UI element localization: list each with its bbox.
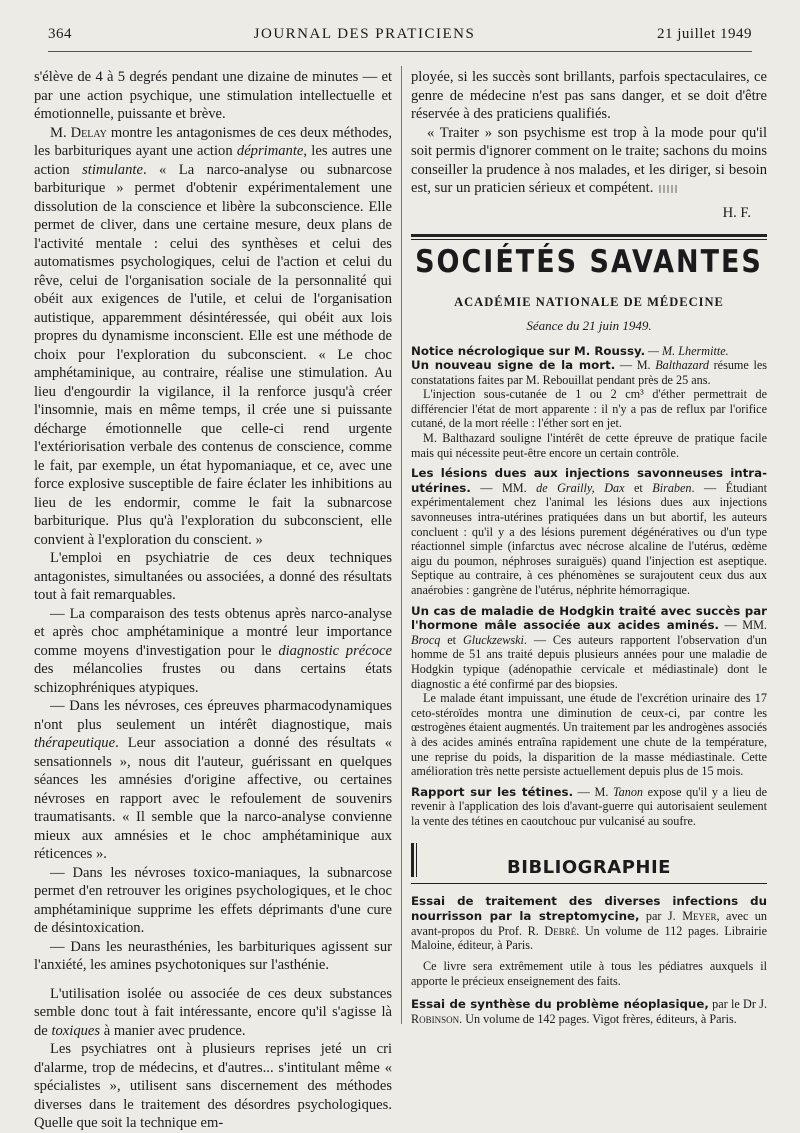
report-item: Un nouveau signe de la mort. — M. Balthazard résume les constatations faites par M. Rebouillat pendant près de 25 ans.	[411, 358, 767, 387]
page-header	[48, 26, 752, 48]
journal-title: JOURNAL DES PRATICIENS	[253, 26, 476, 42]
left-column	[34, 68, 392, 1133]
seance-date: Séance du 21 juin 1949.	[526, 318, 652, 333]
report-item: Notice nécrologique sur M. Roussy. — M. Lhermitte.	[411, 343, 729, 358]
report-paragraph: M. Balthazard souligne l'intérêt de cette épreuve de pratique facile mais qui nécessite peut-être encore un certain contrôle.	[411, 431, 767, 460]
report-item: Rapport sur les tétines. — M. Tanon expose qu'il y a lieu de revenir à l'application des lois d'avant-guerre qui autorisaient seulement la vente des tétines en caoutchouc pur vulcanisé au soufre.	[411, 784, 767, 828]
report-paragraph: L'injection sous-cutanée de 1 ou 2 cm³ d'éther permettrait de différencier l'état de mort apparente : il n'y a pas de reflux par l'orifice cutané, de la mort réelle : l'éther sort en jet.	[411, 387, 767, 431]
signature: H. F.	[722, 204, 751, 221]
paragraph: — Dans les névroses, ces épreuves pharmacodynamiques n'ont plus seulement un intérêt diagnostique, mais thérapeutique. Leur association a donné des résultats « sensationnels », nous dit l'auteur, guérissant en quelques séances les amnésies d'origine affective, ou certaines névroses en rapport avec le refoulement de souvenirs traumatisants. « Il semble que la narco-analyse convienne mieux aux amnésies et le choc amphétaminique aux réticences ».	[34, 698, 392, 862]
ink-mark-icon	[659, 185, 679, 193]
header-rule	[48, 51, 752, 52]
report-item: Les lésions dues aux injections savonneuses intra-utérines. — MM. de Grailly, Dax et Biraben. — Étudiant expérimentalement chez l'animal les lésions dues aux injections savonneuses intra-utérines pratiquées dans un but abortif, les auteurs concluent : qu'il y a des lésions purement dégénératives ou d'un type réactionnel simple (infarctus avec nécrose alcaline de l'utérus, œdème aigu du poumon, néphroses suraiguës) quand l'injection est aseptique. Septique au contraire, à ces phénomènes se surajoutent ceux dus aux anaérobies : gangrène de l'utérus, néphrite hémorragique.	[411, 466, 767, 597]
bibliography-entry: Essai de traitement des diverses infections du nourrisson par la streptomycine, par J. Meyer, avec un avant-propos du Prof. R. Debré. Un volume de 112 pages. Librairie Maloine, éditeur, à Paris.	[411, 894, 767, 953]
bibliography-entry: Essai de synthèse du problème néoplasique, par le Dr J. Robinson. Un volume de 142 pages. Vigot frères, éditeurs, à Paris.	[411, 996, 768, 1026]
paragraph: « Traiter » son psychisme est trop à la mode pour qu'il soit permis d'ignorer comment on le traite; sachons du moins conseiller la prudence à nos malades, et les diriger, si besoin est, sur un praticien sérieux et compétent.	[411, 124, 767, 196]
paragraph: — La comparaison des tests obtenus après narco-analyse et après choc amphétaminique a montré leur importance comme moyens d'investigation pour le diagnostic précoce des mélancolies frustes ou dans certains états schizophréniques atypiques.	[34, 605, 392, 696]
bibliography-header	[411, 843, 767, 878]
bibliography-description: Ce livre sera extrêmement utile à tous les pédiatres auxquels il apporte le précieux enseignement des faits.	[411, 959, 767, 988]
paragraph: L'utilisation isolée ou associée de ces deux substances semble donc tout à fait intéressante, encore qu'il s'agisse là de toxiques à manier avec prudence.	[34, 985, 392, 1039]
section-rule	[411, 883, 767, 884]
paragraph-delay: M. Delay montre les antagonismes de ces deux méthodes, les barbituriques ayant une action déprimante, les autres une action stimulante. « La narco-analyse ou subnarcose barbiturique » permet d'obtenir expérimentalement une dissolution de la conscience et libère la subconscience. Elle permet de cliver, dans une certaine mesure, deux plans de l'activité mentale : celui des synthèses et celui des automatismes psychologiques, celui de l'action et celui du rêve, celui de l'organisation sociale de la personnalité qui obéit aux exigences de l'utile, et celui de l'organisation autistique, apparemment désintéressée, qui obéit aux lois propres du dynamisme inconscient. Elle est une méthode de choix pour l'exploration du subconscient. « Le choc amphétaminique, au contraire, réalise une stimulation. Au lieu d'engourdir la vigilance, il la renforce jusqu'à créer l'insomnie, mais en même temps, il crée une si puissante décharge émotionnelle que celle-ci rend urgente l'extériorisation verbale des contenus de conscience, comme le fait, par exemple, un état hypomaniaque, et ce, avec une force explosive susceptible de faire éclater les inhibitions au lieu de les endormir, comme le fait la subnarcose barbiturique. Plus qu'à l'exploration du subconscient, elle convient à l'exploration du conscient. »	[34, 124, 393, 548]
page-number: 364	[48, 26, 72, 42]
column-divider	[401, 66, 402, 1024]
paragraph: s'élève de 4 à 5 degrés pendant une dizaine de minutes — et par une action psychique, une stimulation intellectuelle et émotionnelle, puissante et brève.	[34, 69, 392, 122]
society-reports	[411, 344, 767, 829]
section-title: SOCIÉTÉS SAVANTES	[415, 244, 763, 281]
section-rule	[411, 234, 767, 237]
paragraph: Les psychiatres ont à plusieurs reprises jeté un cri d'alarme, trop de médecins, et d'autres... s'intitulant même « spécialistes », utilisent sans discernement des méthodes diverses dans le traitement des désordres psychologiques. Quelle que soit la technique em-	[34, 1041, 392, 1131]
paragraph: — Dans les névroses toxico-maniaques, la subnarcose permet d'en retrouver les origines psychologiques, et le choc amphétaminique supprime les effets déprimants d'une cure de désintoxication.	[34, 864, 392, 936]
paragraph: — Dans les neurasthénies, les barbituriques agissent sur l'anxiété, les amines psychotoniques sur l'asthénie.	[34, 938, 392, 973]
right-column	[411, 68, 767, 1026]
bracket-bar	[411, 843, 414, 877]
author-name: Delay	[70, 124, 107, 141]
issue-date: 21 juillet 1949	[656, 26, 752, 42]
paragraph: ployée, si les succès sont brillants, parfois spectaculaires, ce genre de médecine n'est pas sans danger, et se doit d'être réservée à des praticiens qualifiés.	[411, 69, 767, 122]
paragraph: L'emploi en psychiatrie de ces deux techniques antagonistes, simultanées ou associées, a donné des résultats tout à fait remarquables.	[34, 550, 392, 603]
academy-heading: ACADÉMIE NATIONALE DE MÉDECINE	[454, 294, 724, 309]
report-item: Un cas de maladie de Hodgkin traité avec succès par l'hormone mâle associée aux acides aminés. — MM. Brocq et Gluckzewski. — Ces auteurs rapportent l'observation d'un homme de 51 ans traité depuis plusieurs années pour une maladie de Hodgkin typique (adénopathie cervicale et médiastinale) dont le diagnostic a été confirmé par des biopsies.	[411, 603, 768, 691]
bracket-bar	[416, 843, 417, 877]
bibliography-title: BIBLIOGRAPHIE	[507, 856, 671, 878]
section-rule	[411, 239, 767, 240]
bibliography-list	[411, 894, 767, 1026]
report-paragraph: Le malade étant impuissant, une étude de l'excrétion urinaire des 17 ceto-stéroïdes montra une diminution de ceux-ci, par contre les œstrogènes étaient augmentés. Un traitement par les androgènes associés à des acides aminés entraîna rapidement une chute de la température, une reprise du poids, la disparition de la masse médiastinale. Cette amélioration très nette persiste actuellement depuis plus de 15 mois.	[411, 691, 767, 779]
